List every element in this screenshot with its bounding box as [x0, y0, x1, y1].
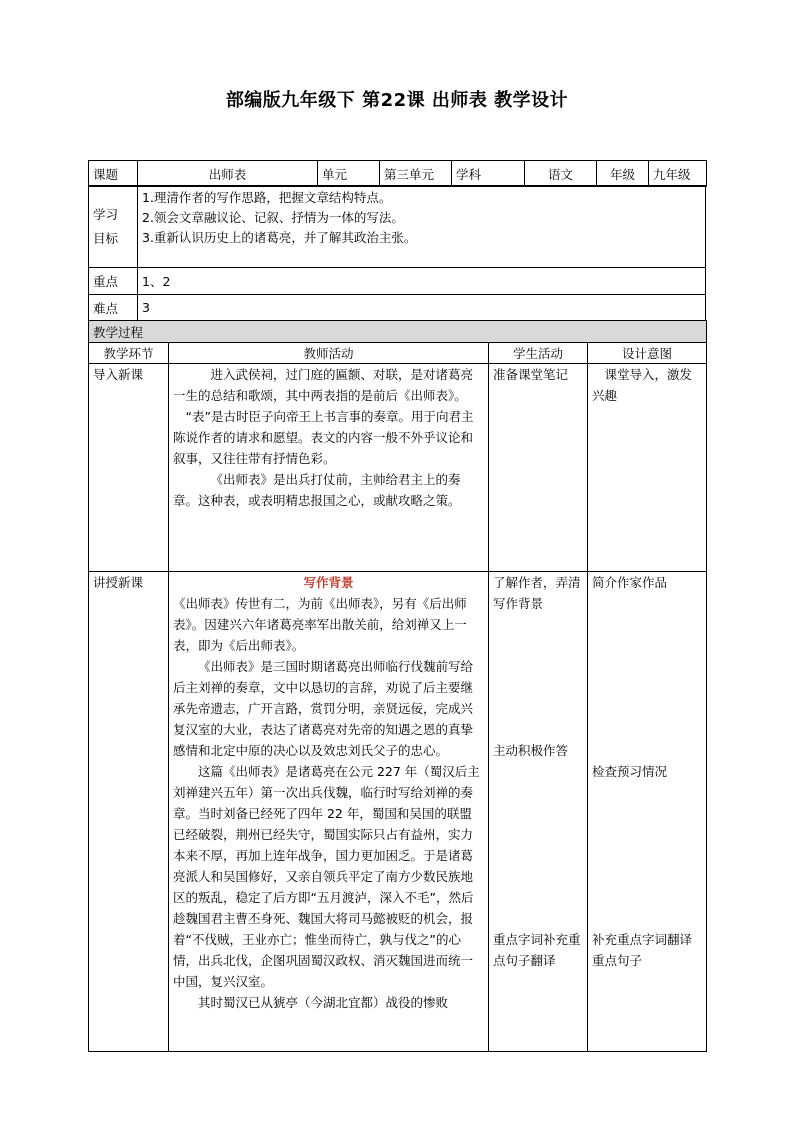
row1-intent	[588, 364, 707, 572]
topic-value: 出师表	[138, 161, 318, 187]
grade-value: 九年级	[649, 161, 707, 187]
header-intent: 设计意图	[588, 343, 707, 364]
row2-teacher-para: 《出师表》是三国时期诸葛亮出师临行伐魏前写给后主刘禅的奏章，文中以恳切的言辞，劝说了后主要继承先帝遗志，广开言路，赏罚分明，亲贤远佞，完成兴复汉室的大业，表达了诸葛亮对先帝的知遇之恩的真挚感情和北定中原的决心以及效忠刘氏父子的忠心。	[173, 659, 474, 758]
row1-student	[489, 364, 588, 572]
goal-item: 2.领会文章融议论、记叙、抒情为一体的写法。	[142, 210, 404, 225]
row1-stage	[89, 364, 169, 572]
row1-stage-text: 导入新课	[93, 367, 144, 382]
row2-student-item: 重点字词补充重点句子翻译	[493, 932, 581, 968]
header-student: 学生活动	[489, 343, 588, 364]
subject-label: 学科	[452, 161, 525, 187]
goals-label	[89, 186, 138, 268]
unit-value: 第三单元	[380, 161, 452, 187]
row2-intent-item: 补充重点字词翻译重点句子	[592, 932, 693, 968]
topic-label: 课题	[89, 161, 138, 187]
row1-teacher	[169, 364, 489, 572]
row2-stage-text: 讲授新课	[93, 575, 144, 590]
key-points-label: 重点	[89, 268, 138, 295]
goal-item: 1.理清作者的写作思路，把握文章结构特点。	[142, 190, 392, 205]
subject-value: 语文	[525, 161, 597, 187]
difficult-points-value: 3	[138, 295, 706, 321]
goals-label-line2: 目标	[93, 230, 119, 246]
row1-student-text: 准备课堂笔记	[493, 367, 569, 382]
goals-label-line1: 学习	[93, 206, 119, 222]
row2-intent	[588, 572, 707, 1052]
grade-label: 年级	[597, 161, 649, 187]
page-title: 部编版九年级下 第22课 出师表 教学设计	[225, 90, 569, 111]
row1-intent-text: 课堂导入，激发兴趣	[592, 367, 693, 403]
row1-teacher-para: 进入武侯祠，过门庭的匾额、对联，是对诸葛亮一生的总结和歌颂，其中两表指的是前后《出师表》。	[173, 367, 474, 403]
row2-intent-item: 检查预习情况	[592, 764, 668, 779]
difficult-points-label: 难点	[89, 295, 138, 321]
goals-list	[138, 186, 706, 268]
goal-item: 3.重新认识历史上的诸葛亮，并了解其政治主张。	[142, 230, 417, 245]
row2-intent-item: 简介作家作品	[592, 575, 668, 590]
goals-table	[88, 185, 706, 321]
writing-background-heading: 写作背景	[303, 575, 354, 590]
header-teacher: 教师活动	[169, 343, 489, 364]
header-stage: 教学环节	[89, 343, 169, 364]
row2-stage	[89, 572, 169, 1052]
row2-teacher-para: 其时蜀汉已从猇亭（今湖北宜都）战役的惨败	[198, 995, 449, 1010]
key-points-value: 1、2	[138, 268, 706, 295]
unit-label: 单元	[318, 161, 380, 187]
row2-student	[489, 572, 588, 1052]
row2-student-item: 了解作者，弄清写作背景	[493, 575, 581, 611]
teaching-process-table	[88, 320, 707, 1052]
row1-teacher-para: 《出师表》是出兵打仗前，主帅给君主上的奏章。这种表，或表明精忠报国之心，或献攻略之策。	[173, 472, 461, 508]
row2-teacher	[169, 572, 489, 1052]
lesson-info-table	[88, 160, 707, 187]
row2-teacher-para: 这篇《出师表》是诸葛亮在公元 227 年（蜀汉后主刘禅建兴五年）第一次出兵伐魏，临行时写给刘禅的奏章。当时刘备已经死了四年 22 年，蜀国和吴国的联盟已经破裂，荆州已经失守，蜀国实际只占有益州，实力本来不厚，再加上连年战争，国力更加困乏。于是诸葛亮派人和吴国修好，又亲自领兵平定了南方少数民族地区的叛乱，稳定了后方即“五月渡泸，深入不毛”，然后趁魏国君主曹丕身死、魏国大将司马懿被贬的机会，报着“不伐贼，王业亦亡；惟坐而待亡，孰与伐之”的心情，出兵北伐，企图巩固蜀汉政权、消灭魏国进而统一中国，复兴汉室。	[173, 764, 480, 989]
row1-teacher-para: “表”是古时臣子向帝王上书言事的奏章。用于向君主陈说作者的请求和愿望。表文的内容一般不外乎议论和叙事，又往往带有抒情色彩。	[173, 409, 474, 466]
row2-student-item: 主动积极作答	[493, 743, 569, 758]
row2-teacher-para: 《出师表》传世有二，为前《出师表》，另有《后出师表》。因建兴六年诸葛亮率军出散关前，给刘禅又上一表，即为《后出师表》。	[173, 596, 467, 653]
process-section-label: 教学过程	[89, 321, 707, 343]
